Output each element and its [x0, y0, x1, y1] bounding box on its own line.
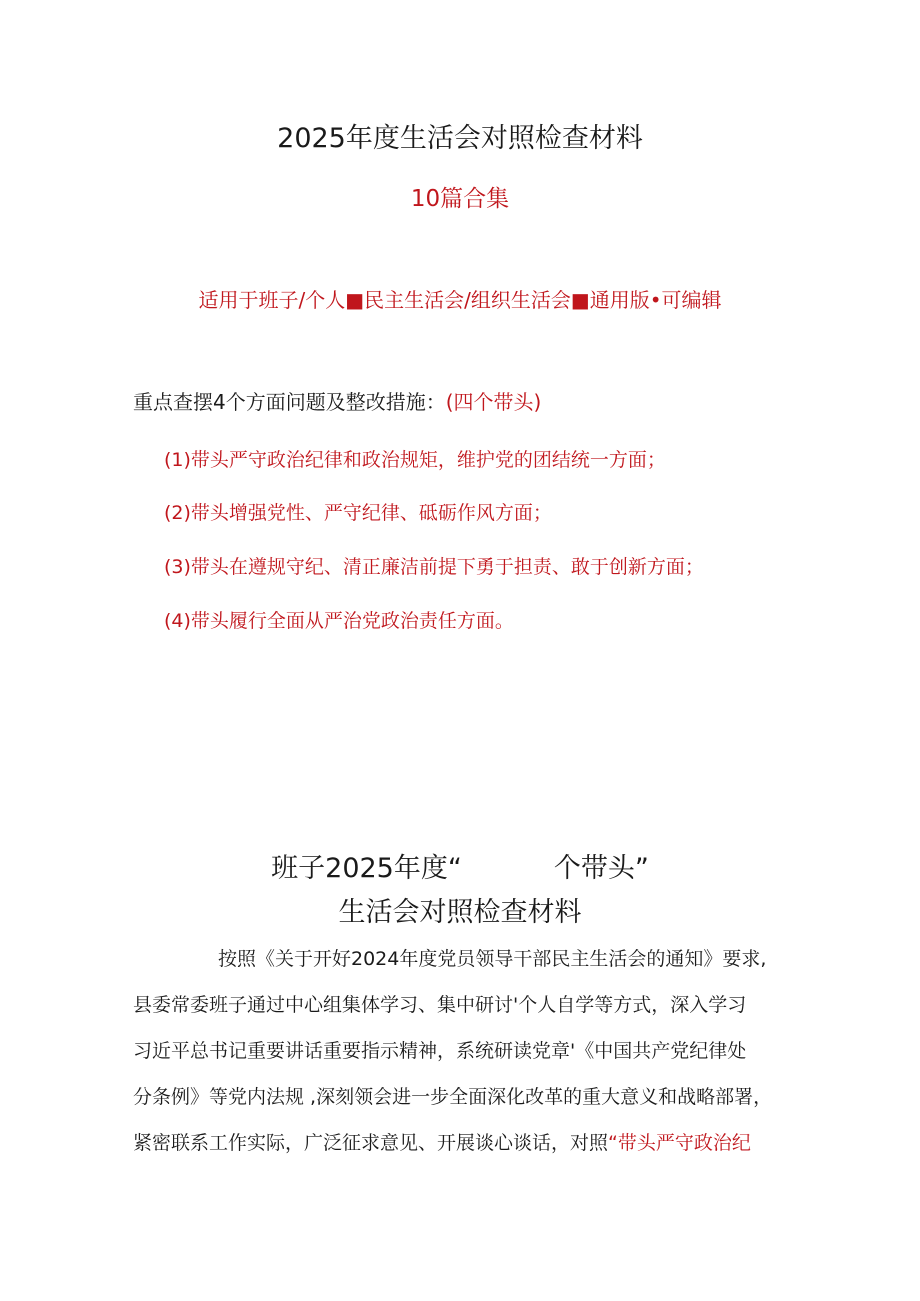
section-title-part1: 班子2025年度“	[271, 853, 462, 884]
document-title: 2025年度生活会对照检查材料	[277, 123, 643, 154]
scope-line: 适用于班子/个人■民主生活会/组织生活会■通用版•可编辑	[198, 288, 722, 312]
focus-item: (4)带头履行全面从严治党政治责任方面。	[164, 610, 514, 632]
document-subtitle: 10篇合集	[410, 186, 510, 212]
section-title-part2: 个带头”	[553, 853, 649, 884]
section-title-line2: 生活会对照检查材料	[338, 897, 582, 928]
paragraph-line: 习近平总书记重要讲话重要指示精神，系统研读党章'《中国共产党纪律处	[133, 1040, 747, 1062]
focus-item: (2)带头增强党性、严守纪律、砥砺作风方面；	[164, 502, 552, 524]
focus-highlight: (四个带头)	[445, 390, 542, 414]
focus-item: (1)带头严守政治纪律和政治规矩，维护党的团结统一方面；	[164, 449, 666, 471]
paragraph-line: 按照《关于开好2024年度党员领导干部民主生活会的通知》要求,	[218, 948, 767, 970]
paragraph-line-text: 紧密联系工作实际，广泛征求意见、开展谈心谈话，对照	[133, 1132, 609, 1154]
focus-label: 重点查摆4个方面问题及整改措施：	[133, 390, 446, 414]
paragraph-line: 分条例》等党内法规 ,深刻领会进一步全面深化改革的重大意义和战略部署，	[133, 1086, 773, 1108]
paragraph-line: 县委常委班子通过中心组集体学习、集中研讨'个人自学等方式，深入学习	[133, 994, 747, 1016]
focus-item: (3)带头在遵规守纪、清正廉洁前提下勇于担责、敢于创新方面；	[164, 556, 704, 578]
paragraph-line-last	[133, 1128, 793, 1155]
section-title	[0, 846, 920, 885]
focus-heading	[133, 386, 541, 415]
paragraph-highlight: “带头严守政治纪	[608, 1132, 751, 1154]
